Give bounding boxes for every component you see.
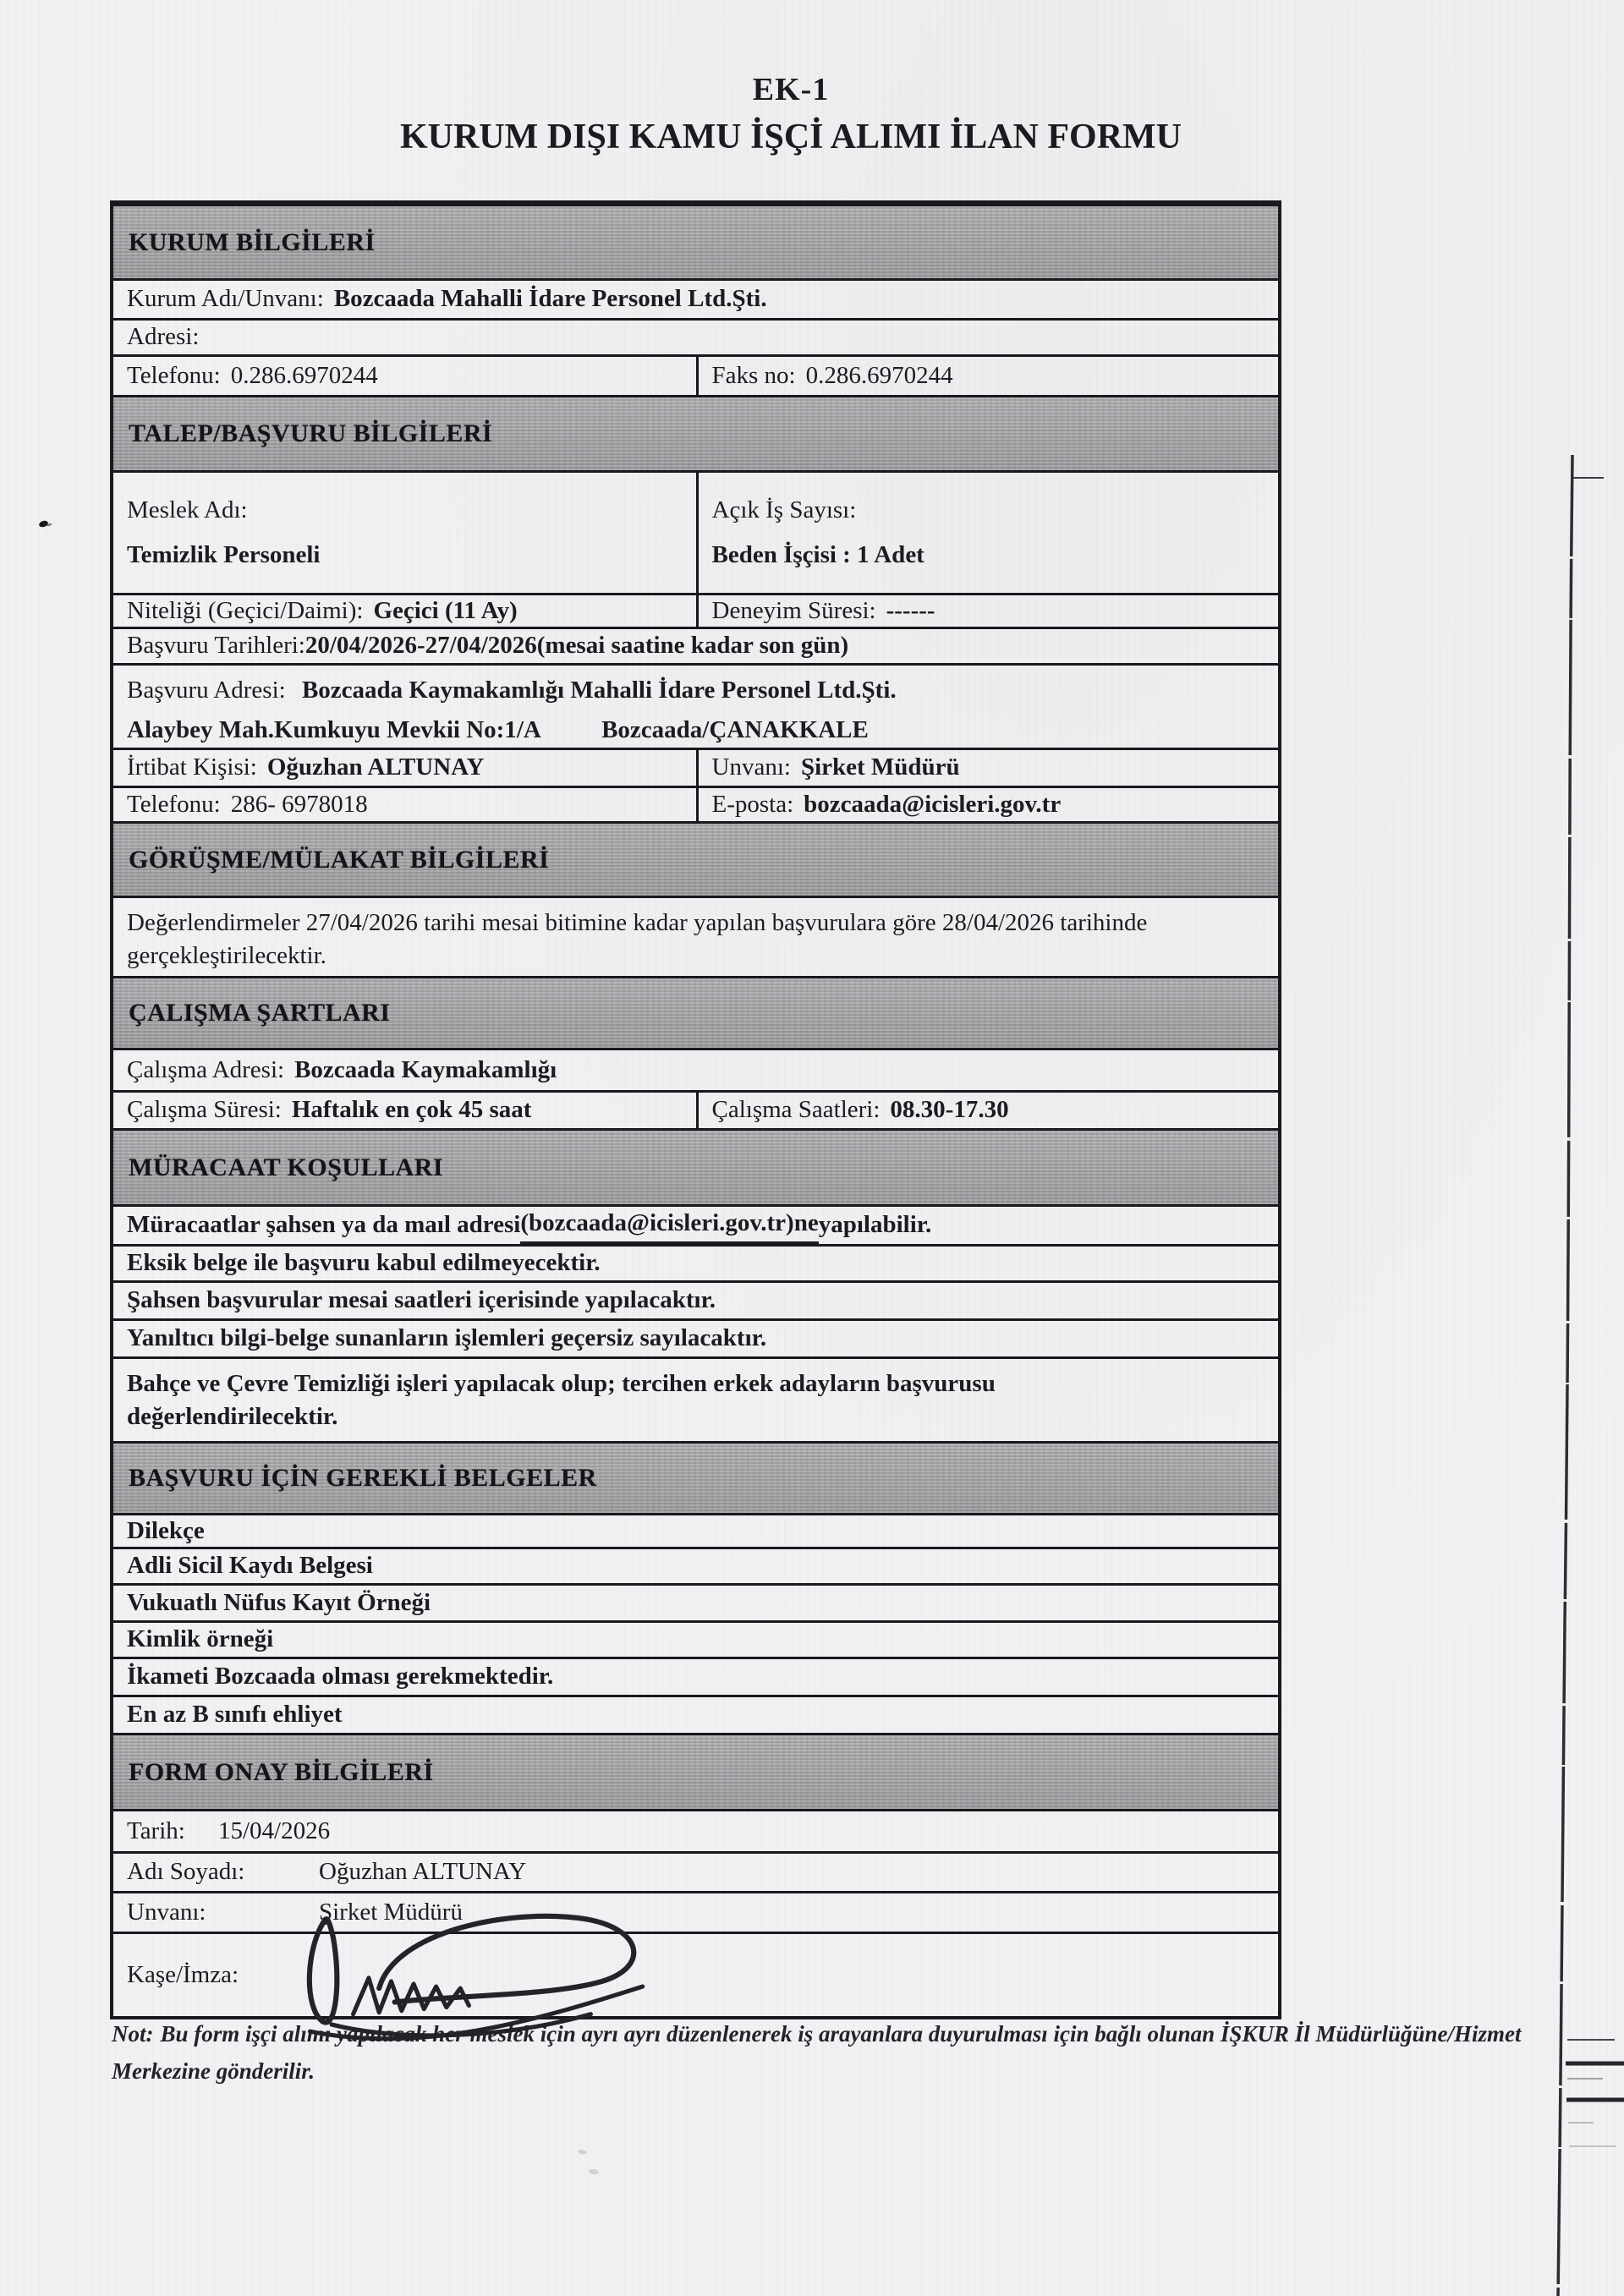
telefon-faks-row [113, 354, 1278, 395]
sure-saat-row [113, 1090, 1278, 1128]
doc-code: EK-1 [752, 72, 830, 107]
muracaat-row1-suffix: yapılabilir. [818, 1211, 932, 1239]
belge-item-ehliyet: En az B sınıfı ehliyet [113, 1695, 1278, 1733]
telefon2-label: Telefonu: [127, 790, 221, 818]
footnote-label: Not: [112, 2021, 154, 2047]
adresi-row [113, 318, 1278, 354]
telefon2-value: 286- 6978018 [230, 790, 368, 818]
muracaat-row-4: Yanıltıcı bilgi-belge sunanların işlemleri geçersiz sayılacaktır. [113, 1318, 1278, 1356]
eposta-value: bozcaada@icisleri.gov.tr [804, 790, 1062, 818]
onay-tarih-row [113, 1809, 1278, 1851]
section-header-gerekli-belgeler: BAŞVURU İÇİN GEREKLİ BELGELER [113, 1441, 1278, 1513]
onay-unvan-value: Şirket Müdürü [319, 1898, 463, 1926]
page-title: KURUM DIŞI KAMU İŞÇİ ALIMI İLAN FORMU [399, 118, 1182, 156]
nitelik-cell [113, 595, 696, 627]
deneyim-cell [696, 595, 1279, 627]
basvuru-adresi-row [113, 663, 1278, 748]
telefon-label: Telefonu: [127, 361, 221, 389]
irtibat-cell [113, 750, 696, 786]
adresi-label: Adresi: [127, 323, 200, 351]
belge-item-nufus-kayit: Vukuatlı Nüfus Kayıt Örneği [113, 1583, 1278, 1620]
basvuru-adresi-label: Başvuru Adresi: [127, 677, 286, 704]
nitelik-deneyim-row [113, 593, 1278, 627]
meslek-cell [113, 473, 696, 593]
acik-is-value: Beden İşçisi : 1 Adet [711, 541, 924, 568]
section-header-gorusme-mulakat: GÖRÜŞME/MÜLAKAT BİLGİLERİ [113, 821, 1278, 896]
onay-unvan-row [113, 1891, 1278, 1932]
basvuru-tarihleri-label: Başvuru Tarihleri: [127, 632, 305, 660]
footnote-text: Bu form işçi alımı yapılacak her meslek için ayrı ayrı düzenlenerek iş arayanlara duyurulması için bağlı olunan İŞKUR İl Müdürlüğüne/Hizmet Merkezine gönderilir. [112, 2021, 1522, 2084]
telefon-cell [113, 357, 696, 395]
meslek-label: Meslek Adı: [127, 496, 248, 523]
onay-kase-label: Kaşe/İmza: [127, 1960, 239, 1988]
unvan-label: Unvanı: [711, 753, 791, 781]
basvuru-adresi-line2b: Bozcaada/ÇANAKKALE [601, 716, 869, 744]
onay-tarih-label: Tarih: [127, 1817, 185, 1844]
eposta-cell [696, 788, 1279, 821]
onay-unvan-label: Unvanı: [127, 1898, 206, 1926]
belge-item-ikamet: İkameti Bozcaada olması gerekmektedir. [113, 1657, 1278, 1695]
calisma-suresi-value: Haftalık en çok 45 saat [291, 1096, 532, 1124]
kurum-adi-value: Bozcaada Mahalli İdare Personel Ltd.Şti. [333, 285, 767, 313]
calisma-adresi-label: Çalışma Adresi: [127, 1055, 285, 1083]
eposta-label: E-posta: [711, 790, 794, 818]
telefon2-cell [113, 788, 696, 821]
section-header-talep-basvuru: TALEP/BAŞVURU BİLGİLERİ [113, 395, 1278, 470]
basvuru-tarihleri-value: 20/04/2026-27/04/2026 [304, 632, 537, 660]
nitelik-value: Geçici (11 Ay) [373, 596, 518, 624]
degerlendirme-row [113, 896, 1278, 976]
muracaat-row-2: Eksik belge ile başvuru kabul edilmeyecektir. [113, 1244, 1278, 1280]
muracaat-row1-prefix: Müracaatlar şahsen ya da maıl adresi [127, 1211, 521, 1239]
irtibat-unvan-row [113, 748, 1278, 786]
basvuru-adresi-line2a: Alaybey Mah.Kumkuyu Mevkii No:1/A [127, 716, 541, 744]
basvuru-tarihleri-row [113, 627, 1278, 663]
muracaat-row5-text: Bahçe ve Çevre Temizliği işleri yapılacak olup; tercihen erkek adayların başvurusu değerlendirilecektir. [127, 1370, 996, 1431]
deneyim-label: Deneyim Süresi: [711, 596, 876, 624]
document-header [0, 71, 1582, 157]
unvan-value: Şirket Müdürü [800, 753, 960, 781]
onay-adsoyad-label: Adı Soyadı: [127, 1858, 245, 1886]
footnote [112, 2016, 1588, 2090]
basvuru-tarihleri-suffix: (mesai saatine kadar son gün) [536, 632, 849, 660]
meslek-acikis-row [113, 470, 1278, 593]
form-table [110, 200, 1281, 2019]
calisma-suresi-cell [113, 1093, 696, 1128]
onay-adsoyad-value: Oğuzhan ALTUNAY [319, 1858, 527, 1886]
meslek-value: Temizlik Personeli [127, 541, 321, 568]
faks-value: 0.286.6970244 [805, 361, 953, 389]
unvan-cell [696, 750, 1279, 786]
section-header-calisma-sartlari: ÇALIŞMA ŞARTLARI [113, 976, 1278, 1048]
muracaat-row-1 [113, 1204, 1278, 1244]
ink-speck-artifact [38, 519, 49, 528]
kurum-adi-row [113, 278, 1278, 318]
calisma-saatleri-value: 08.30-17.30 [890, 1096, 1009, 1124]
belge-item-dilekce: Dilekçe [113, 1513, 1278, 1547]
muracaat-row-3: Şahsen başvurular mesai saatleri içerisinde yapılacaktır. [113, 1280, 1278, 1318]
onay-adsoyad-row [113, 1851, 1278, 1891]
nitelik-label: Niteliği (Geçici/Daimi): [127, 596, 364, 624]
irtibat-value: Oğuzhan ALTUNAY [266, 753, 485, 781]
muracaat-row-5 [113, 1356, 1278, 1441]
smudge-artifact [561, 2136, 619, 2188]
calisma-saatleri-label: Çalışma Saatleri: [711, 1096, 881, 1124]
faks-label: Faks no: [711, 361, 796, 389]
calisma-adresi-value: Bozcaada Kaymakamlığı [294, 1055, 557, 1083]
muracaat-email: (bozcaada@icisleri.gov.tr)ne [520, 1207, 818, 1243]
calisma-adresi-row [113, 1048, 1278, 1090]
onay-kase-imza-row [113, 1932, 1278, 2016]
deneyim-value: ------ [886, 596, 935, 624]
basvuru-adresi-line1: Bozcaada Kaymakamlığı Mahalli İdare Personel Ltd.Şti. [301, 677, 897, 704]
belge-item-kimlik: Kimlik örneği [113, 1620, 1278, 1657]
acik-is-label: Açık İş Sayısı: [711, 496, 857, 523]
irtibat-label: İrtibat Kişisi: [127, 753, 257, 781]
onay-tarih-value: 15/04/2026 [218, 1817, 331, 1844]
telefon-value: 0.286.6970244 [230, 361, 378, 389]
telefon2-eposta-row [113, 786, 1278, 821]
section-header-form-onay: FORM ONAY BİLGİLERİ [113, 1733, 1278, 1809]
section-header-muracaat-kosullari: MÜRACAAT KOŞULLARI [113, 1128, 1278, 1204]
calisma-saatleri-cell [696, 1093, 1279, 1128]
calisma-suresi-label: Çalışma Süresi: [127, 1096, 282, 1124]
faks-cell [696, 357, 1279, 395]
belge-item-adli-sicil: Adli Sicil Kaydı Belgesi [113, 1547, 1278, 1583]
kurum-adi-label: Kurum Adı/Unvanı: [127, 285, 324, 313]
degerlendirme-text: Değerlendirmeler 27/04/2026 tarihi mesai bitimine kadar yapılan başvurulara göre 28/04/2026 tarihinde gerçekleştirilecektir. [127, 909, 1148, 970]
section-header-kurum-bilgileri: KURUM BİLGİLERİ [113, 204, 1278, 278]
acik-is-cell [696, 473, 1279, 593]
